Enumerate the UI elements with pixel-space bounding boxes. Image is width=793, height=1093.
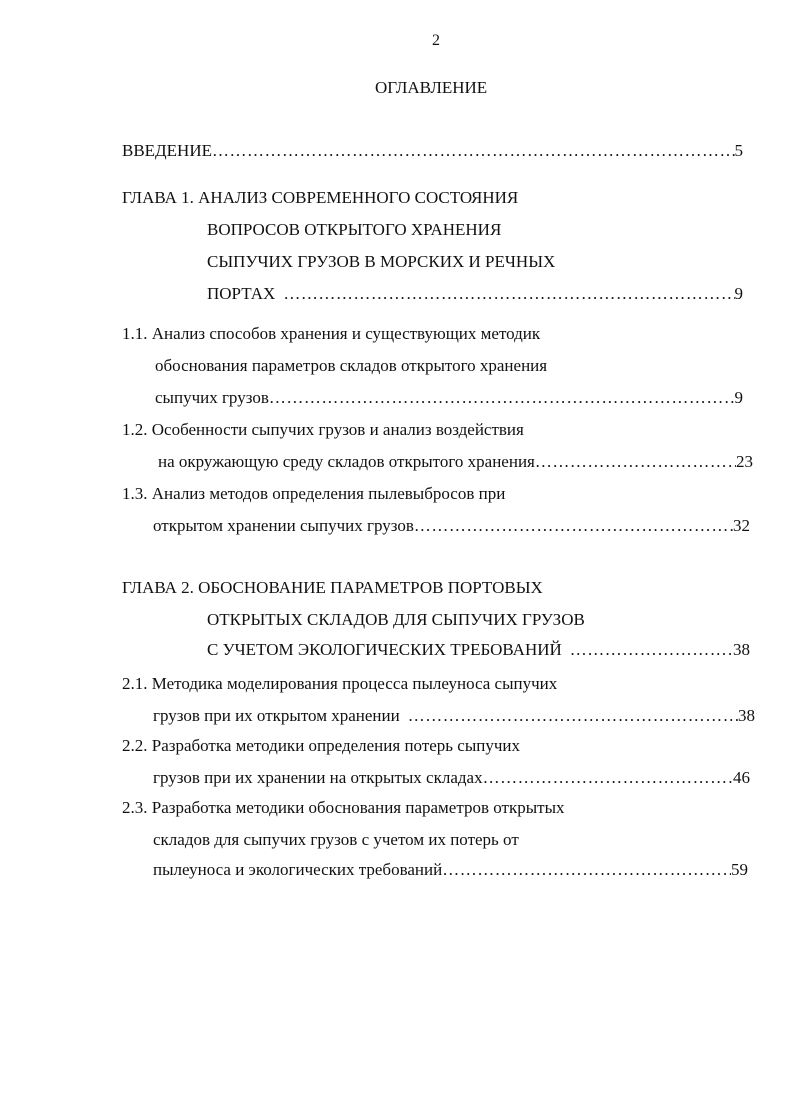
- toc-entry-label: открытом хранении сыпучих грузов: [153, 516, 414, 535]
- toc-entry-page: 9: [734, 284, 743, 303]
- section-2-3-line-2: складов для сыпучих грузов с учетом их потерь от: [153, 830, 519, 849]
- toc-entry-page: 38: [733, 640, 750, 659]
- dot-leader: [570, 639, 733, 661]
- chapter-2-heading-line-3: [207, 639, 750, 661]
- section-1-2-line-2: [158, 451, 753, 473]
- toc-entry-page: 5: [734, 141, 743, 160]
- toc-entry-label: ПОРТАХ: [207, 284, 276, 303]
- toc-entry-label: на окружающую среду складов открытого хранения: [158, 452, 535, 471]
- toc-entry-page: 32: [733, 516, 750, 535]
- toc-entry-page: 9: [734, 388, 743, 407]
- toc-entry-intro: [122, 140, 743, 162]
- section-2-1-line-1: 2.1. Методика моделирования процесса пылеуноса сыпучих: [122, 674, 558, 693]
- dot-leader: [535, 451, 736, 473]
- section-1-1-line-1: 1.1. Анализ способов хранения и существующих методик: [122, 324, 541, 343]
- dot-leader: [283, 283, 734, 305]
- chapter-1-heading-line-3: СЫПУЧИХ ГРУЗОВ В МОРСКИХ И РЕЧНЫХ: [207, 252, 556, 271]
- toc-entry-page: 38: [738, 706, 755, 725]
- toc-entry-label: ВВЕДЕНИЕ: [122, 141, 212, 160]
- chapter-1-heading-line-2: ВОПРОСОВ ОТКРЫТОГО ХРАНЕНИЯ: [207, 220, 502, 239]
- section-2-1-line-2: [153, 705, 755, 727]
- section-1-3-line-1: 1.3. Анализ методов определения пылевыбросов при: [122, 484, 506, 503]
- chapter-2-heading-line-1: ГЛАВА 2. ОБОСНОВАНИЕ ПАРАМЕТРОВ ПОРТОВЫХ: [122, 578, 543, 597]
- dot-leader: [408, 705, 738, 727]
- toc-entry-label: грузов при их открытом хранении: [153, 706, 400, 725]
- section-1-2-line-1: 1.2. Особенности сыпучих грузов и анализ воздействия: [122, 420, 524, 439]
- dot-leader: [442, 859, 731, 881]
- toc-entry-page: 59: [731, 860, 748, 879]
- toc-entry-label: сыпучих грузов: [155, 388, 269, 407]
- section-2-2-line-1: 2.2. Разработка методики определения потерь сыпучих: [122, 736, 521, 755]
- section-2-3-line-1: 2.3. Разработка методики обоснования параметров открытых: [122, 798, 565, 817]
- page-number: 2: [432, 32, 440, 49]
- toc-entry-label: пылеуноса и экологических требований: [153, 860, 443, 879]
- section-1-3-line-2: [153, 515, 750, 537]
- toc-entry-label: С УЧЕТОМ ЭКОЛОГИЧЕСКИХ ТРЕБОВАНИЙ: [207, 640, 562, 659]
- section-1-1-line-2: обоснования параметров складов открытого хранения: [155, 356, 548, 375]
- section-2-2-line-2: [153, 767, 750, 789]
- dot-leader: [414, 515, 733, 537]
- toc-entry-page: 23: [736, 452, 753, 471]
- chapter-1-heading-line-4: [207, 283, 743, 305]
- dot-leader: [212, 140, 735, 162]
- section-1-1-line-3: [155, 387, 743, 409]
- dot-leader: [269, 387, 735, 409]
- page-title: ОГЛАВЛЕНИЕ: [375, 78, 488, 97]
- toc-entry-page: 46: [733, 768, 750, 787]
- section-2-3-line-3: [153, 859, 748, 881]
- chapter-1-heading-line-1: ГЛАВА 1. АНАЛИЗ СОВРЕМЕННОГО СОСТОЯНИЯ: [122, 188, 519, 207]
- dot-leader: [483, 767, 733, 789]
- chapter-2-heading-line-2: ОТКРЫТЫХ СКЛАДОВ ДЛЯ СЫПУЧИХ ГРУЗОВ: [207, 610, 585, 629]
- toc-entry-label: грузов при их хранении на открытых складах: [153, 768, 483, 787]
